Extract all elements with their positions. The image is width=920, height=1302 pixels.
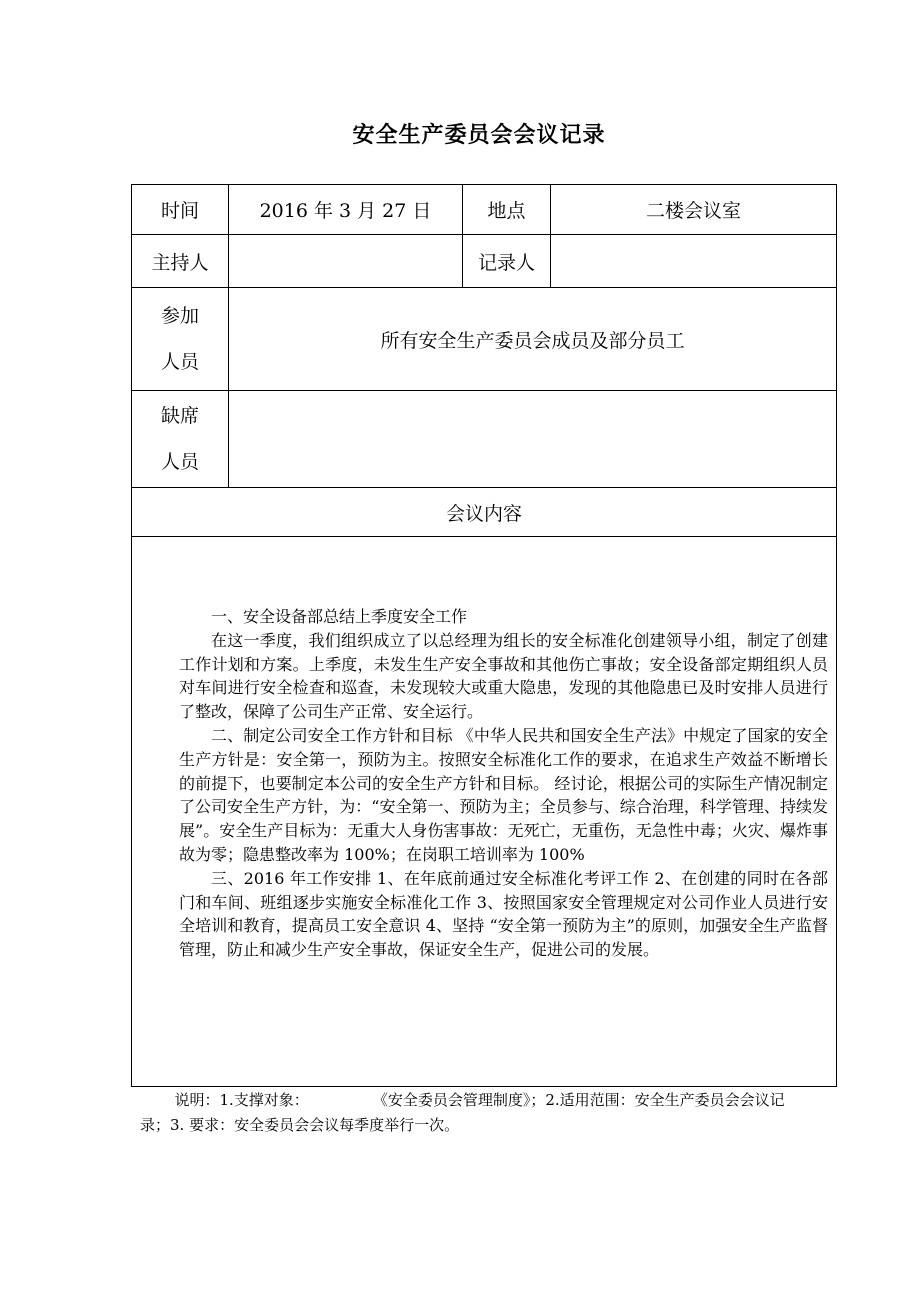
content-paragraph-1: 一、安全设备部总结上季度安全工作 [211, 607, 468, 626]
attendees-label-line2: 人员 [160, 351, 199, 373]
place-label: 地点 [463, 185, 551, 235]
row-time-place [132, 185, 837, 235]
time-value: 2016 年 3 月 27 日 [229, 185, 463, 235]
document-title: 安全生产委员会会议记录 [352, 123, 606, 148]
host-value [229, 235, 463, 288]
absent-label-line2: 人员 [160, 451, 199, 473]
recorder-label: 记录人 [463, 235, 551, 288]
row-absent [132, 391, 837, 488]
time-label: 时间 [132, 185, 229, 235]
row-attendees [132, 288, 837, 391]
footnote-text [140, 1088, 800, 1138]
row-host-recorder [132, 235, 837, 288]
footnote-part2: 《安全委员会管理制度》；2.适用范围：安全生产委员会会议记录；3. 要求：安全委员会会议每季度举行一次。 [140, 1091, 785, 1134]
content-paragraph-4: 三、2016 年工作安排 1、在年底前通过安全标准化考评工作 2、在创建的同时在各部门和车间、班组逐步实施安全标准化工作 3、按照国家安全管理规定对公司作业人员进行安全培训和教育，提高员工安全意识 4、坚持 “安全第一预防为主”的原则，加强安全生产监督管理，防止和减少生产安全事故，保证安全生产，促进公司的发展。 [179, 868, 828, 960]
host-label: 主持人 [132, 235, 229, 288]
attendees-value: 所有安全生产委员会成员及部分员工 [229, 288, 837, 391]
meeting-record-table [131, 184, 837, 1087]
row-content-body [132, 537, 837, 1087]
footnote [140, 1088, 800, 1138]
row-content-header [132, 488, 837, 537]
content-paragraph-2: 在这一季度，我们组织成立了以总经理为组长的安全标准化创建领导小组，制定了创建工作计划和方案。上季度，未发生生产安全事故和其他伤亡事故；安全设备部定期组织人员对车间进行安全检查和巡查，未发现较大或重大隐患，发现的其他隐患已及时安排人员进行了整改，保障了公司生产正常、安全运行。 [179, 630, 828, 722]
meeting-content [132, 537, 837, 1087]
attendees-label-line1: 参加 [160, 305, 199, 327]
content-paragraph-3: 二、制定公司安全工作方针和目标 《中华人民共和国安全生产法》中规定了国家的安全生产方针是：安全第一，预防为主。按照安全标准化工作的要求，在追求生产效益不断增长的前提下，也要制定本公司的安全生产方针和目标。 经讨论，根据公司的实际生产情况制定了公司安全生产方针，为：“安全第一、预防为主；全员参与、综合治理，科学管理、持续发展”。安全生产目标为：无重大人身伤害事故：无死亡，无重伤，无急性中毒；火灾、爆炸事故为零；隐患整改率为 100%；在岗职工培训率为 100% [179, 725, 828, 864]
footnote-part1: 说明：1.支撑对象： [174, 1091, 309, 1109]
absent-label [132, 391, 229, 488]
place-value: 二楼会议室 [551, 185, 837, 235]
attendees-label [132, 288, 229, 391]
absent-value [229, 391, 837, 488]
absent-label-line1: 缺席 [160, 405, 199, 427]
recorder-value [551, 235, 837, 288]
content-header: 会议内容 [132, 488, 837, 537]
